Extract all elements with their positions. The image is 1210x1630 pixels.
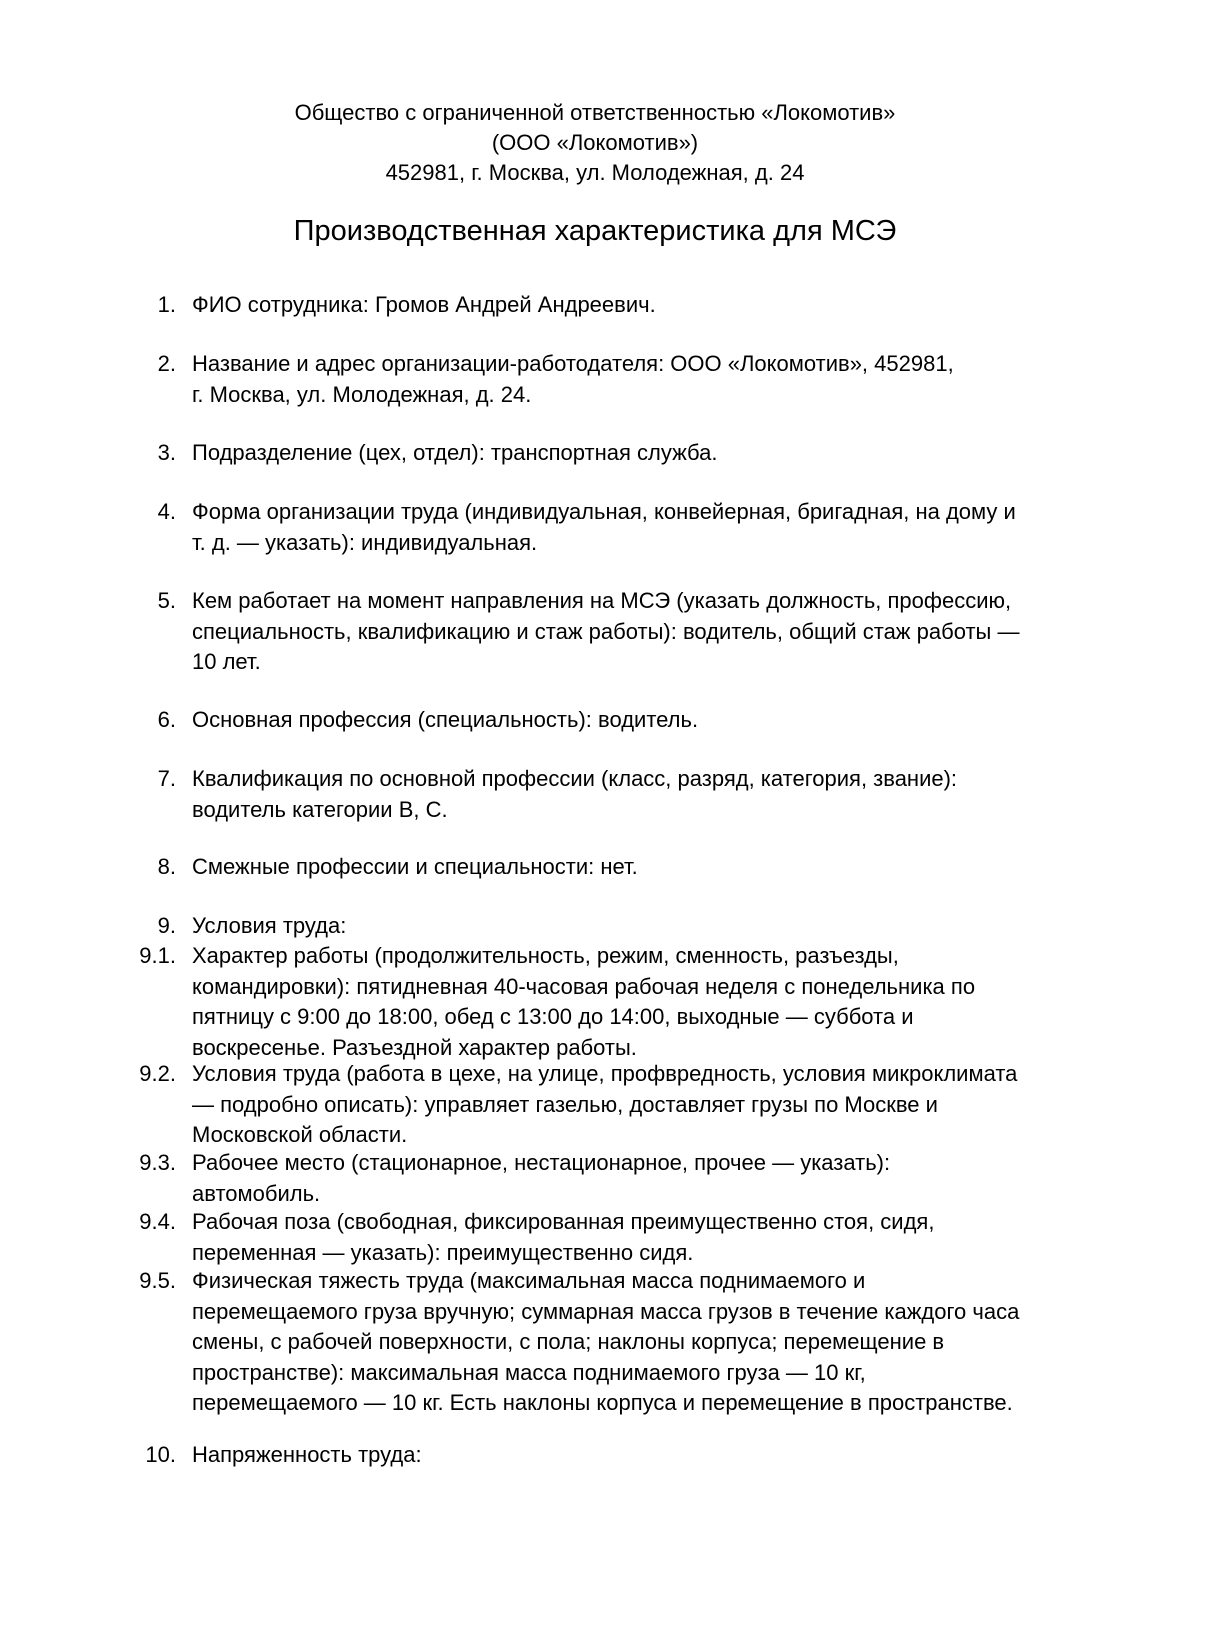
organization-name: Общество с ограниченной ответственностью «Локомотив» [294,100,896,125]
item-text [192,1148,1092,1209]
item-number: 10. [145,1442,176,1467]
item-text-line: Рабочая поза (свободная, фиксированная преимущественно стоя, сидя, [192,1209,935,1234]
item-text [192,438,1092,469]
organization-address: 452981, г. Москва, ул. Молодежная, д. 24 [385,160,805,185]
item-text [192,911,1092,942]
item-text-line: пространстве): максимальная масса поднимаемого груза — 10 кг, [192,1359,866,1385]
item-text [192,586,1092,678]
item-number: 9.5. [139,1268,176,1293]
item-text-line: Название и адрес организации-работодателя: ООО «Локомотив», 452981, [192,351,954,376]
item-text-line: смены, с рабочей поверхности, с пола; наклоны корпуса; перемещение в [192,1329,945,1355]
item-text-line: Физическая тяжесть труда (максимальная масса поднимаемого и [192,1268,866,1293]
document-title: Производственная характеристика для МСЭ [293,215,897,247]
item-text-line: водитель категории В, С. [192,796,448,822]
item-text-line: т. д. — указать): индивидуальная. [192,529,538,555]
item-text-line: Московской области. [192,1122,408,1148]
item-text [192,1440,1092,1471]
item-number: 9.4. [139,1209,176,1234]
item-text-line: Условия труда: [192,913,347,938]
item-text [192,1266,1092,1419]
item-number: 1. [157,292,176,317]
item-text-line: Напряженность труда: [192,1442,422,1467]
item-text-line: переменная — указать): преимущественно сидя. [192,1239,694,1265]
item-number: 3. [157,440,176,465]
item-text [192,290,1092,321]
item-text-line: — подробно описать): управляет газелью, доставляет грузы по Москве и [192,1091,938,1117]
item-text-line: перемещаемого — 10 кг. Есть наклоны корпуса и перемещение в пространстве. [192,1390,1013,1416]
item-text-line: Условия труда (работа в цехе, на улице, профвредность, условия микроклимата [192,1061,1018,1086]
item-text-line: Рабочее место (стационарное, нестационарное, прочее — указать): [192,1150,891,1175]
item-number: 6. [157,707,176,732]
item-number: 9.3. [139,1150,176,1175]
item-text-line: командировки): пятидневная 40-часовая рабочая неделя с понедельника по [192,973,976,999]
item-text-line: Подразделение (цех, отдел): транспортная служба. [192,440,718,465]
item-number: 9.2. [139,1061,176,1086]
item-text [192,764,1092,825]
item-number: 7. [157,766,176,791]
organization-short-name: (ООО «Локомотив») [491,130,699,155]
item-text [192,497,1092,558]
item-text-line: Кем работает на момент направления на МСЭ (указать должность, профессию, [192,588,1012,613]
item-text-line: г. Москва, ул. Молодежная, д. 24. [192,381,532,407]
item-text-line: воскресенье. Разъездной характер работы. [192,1034,637,1060]
item-text-line: Смежные профессии и специальности: нет. [192,854,638,879]
item-text [192,852,1092,883]
item-text-line: Характер работы (продолжительность, режим, сменность, разъезды, [192,943,899,968]
item-text-line: пятницу с 9:00 до 18:00, обед с 13:00 до 14:00, выходные — суббота и [192,1004,914,1030]
item-text-line: Форма организации труда (индивидуальная, конвейерная, бригадная, на дому и [192,499,1016,524]
item-number: 4. [157,499,176,524]
item-text [192,349,1092,410]
item-text-line: 10 лет. [192,649,261,675]
item-text-line: ФИО сотрудника: Громов Андрей Андреевич. [192,292,656,317]
item-number: 2. [157,351,176,376]
item-text-line: Квалификация по основной профессии (класс, разряд, категория, звание): [192,766,958,791]
item-number: 8. [157,854,176,879]
item-text [192,1059,1092,1151]
item-text-line: специальность, квалификацию и стаж работы): водитель, общий стаж работы — [192,618,1020,644]
item-text [192,705,1092,736]
item-number: 5. [157,588,176,613]
item-text-line: перемещаемого груза вручную; суммарная масса грузов в течение каждого часа [192,1298,1020,1324]
organization-header [0,98,1190,188]
item-text-line: Основная профессия (специальность): водитель. [192,707,699,732]
item-number: 9. [157,913,176,938]
item-text [192,1207,1092,1268]
item-text [192,941,1092,1063]
item-text-line: автомобиль. [192,1180,321,1206]
item-number: 9.1. [139,943,176,968]
